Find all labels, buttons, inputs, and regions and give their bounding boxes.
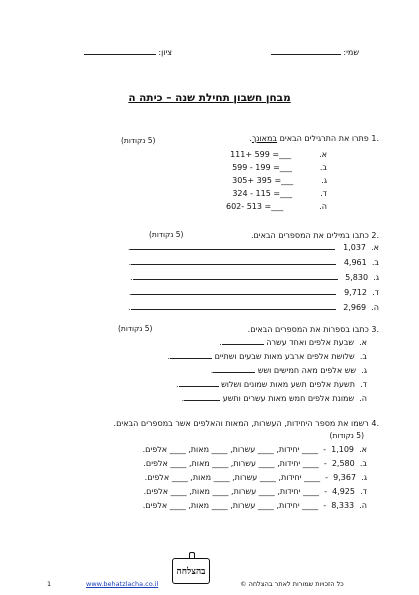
q1-text-a: פתרו את התרגילים הבאים — [277, 134, 369, 143]
q3-points: (5 נקודות) — [118, 324, 153, 333]
q4-item: ד. 4,925 - ____ יחידות, ____ עשרות, ____ מאות, ____ אלפים. — [143, 487, 367, 496]
name-blank[interactable] — [271, 54, 341, 55]
q1-points: (5 נקודות) — [121, 136, 156, 145]
site-logo: בהצלחה — [172, 558, 210, 584]
q1-item: ה.602- 513 =___ — [226, 202, 327, 211]
q1-header — [249, 134, 379, 143]
q2-number: .2 — [371, 231, 379, 240]
q1-number: .1 — [371, 134, 379, 143]
q1-text-b: . — [249, 134, 252, 143]
grade-field — [64, 48, 172, 57]
q2-text: כתבו במילים את המספרים הבאים. — [250, 231, 369, 240]
q2-item: ה. 2,969 . — [128, 303, 379, 312]
q4-item: א. 1,109 - ____ יחידות, ____ עשרות, ____ מאות, ____ אלפים. — [142, 445, 367, 454]
page-number: 1 — [47, 580, 52, 588]
q3-item: א. שבעת אלפים ואחד עשרה . — [219, 338, 367, 347]
q4-header — [114, 419, 379, 428]
q4-points: (5 נקודות) — [329, 431, 364, 440]
q2-item: ג. 5,830 . — [129, 273, 379, 282]
name-label: שמי: — [343, 48, 359, 57]
q4-item: ה. 8,333 - ____ יחידות, ____ עשרות, ____ מאות, ____ אלפים. — [142, 501, 367, 510]
q4-item: ג. 9,367 - ____ יחידות, ____ עשרות, ____ מאות, ____ אלפים. — [144, 473, 367, 482]
name-field — [243, 48, 359, 57]
q2-item: ב. 4,961 . — [128, 258, 379, 267]
q3-item: ה. שמונת אלפים חמש מאות עשרים ותשע . — [181, 394, 367, 403]
q1-item: ד.324 - 115 =___ — [232, 189, 327, 198]
q4-number: .4 — [371, 419, 379, 428]
copyright-text: כל הזכויות שמורות לאתר בהצלחה © — [240, 580, 344, 588]
page-title: מבחן חשבון תחילת שנה – כיתה ה — [128, 92, 291, 104]
website-link[interactable]: www.behatzlacha.co.il — [86, 580, 159, 588]
q1-item: א.111+ 599 =___ — [230, 150, 327, 159]
q4-text: רשמו את מספר היחידות, העשרות, המאות והאלפים אשר במספרים הבאים. — [113, 419, 369, 428]
q3-header — [248, 325, 379, 334]
q1-text-underlined: במאונך — [251, 134, 278, 143]
q2-points: (5 נקודות) — [149, 230, 184, 239]
grade-blank[interactable] — [84, 54, 156, 55]
q4-item: ב. 2,580 - ____ יחידות, ____ עשרות, ____ מאות, ____ אלפים. — [143, 459, 367, 468]
q3-item: ב. שלושת אלפים ארבע מאות שבעים ושתיים . — [167, 352, 367, 361]
q2-header — [251, 231, 379, 240]
grade-label: ציון: — [158, 48, 172, 57]
q3-number: .3 — [371, 325, 379, 334]
q1-item: ב.599 - 199 =___ — [232, 163, 327, 172]
q2-item: ד. 9,712 . — [128, 288, 379, 297]
q3-item: ג. שש אלפים מאה חמישים ושש . — [210, 366, 367, 375]
q1-item: ג.305+ 395 =___ — [232, 176, 327, 185]
q2-item: א. 1,037 . — [127, 243, 379, 252]
q3-item: ד. תשעת אלפים תשע מאות שמונים ושלוש . — [176, 380, 367, 389]
q3-text: כתבו בספרות את המספרים הבאים. — [247, 325, 369, 334]
